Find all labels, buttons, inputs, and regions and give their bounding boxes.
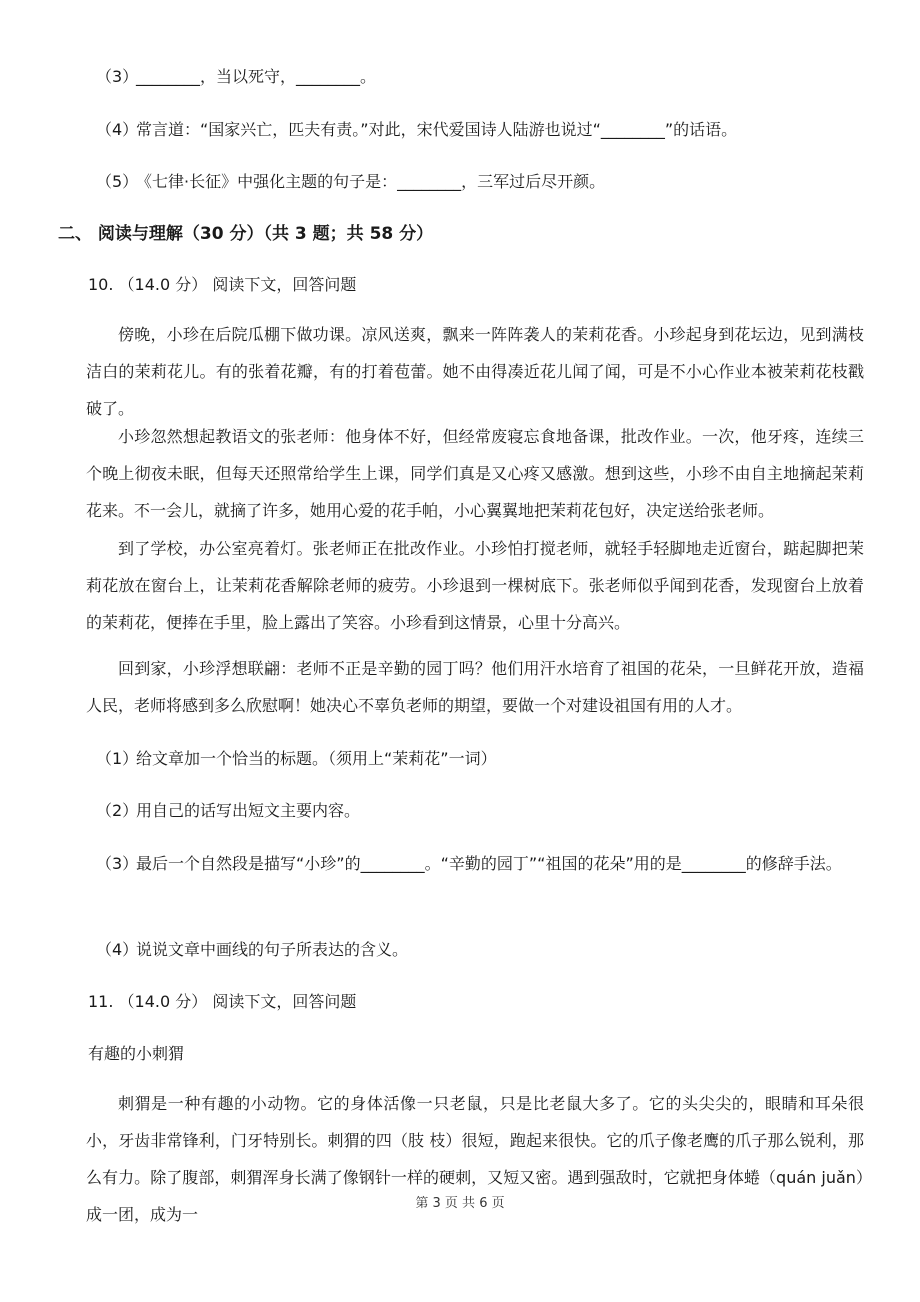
q10-paragraph-2: 小珍忽然想起教语文的张老师：他身体不好，但经常废寝忘食地备课，批改作业。一次，他牙疼，连续三个晚上彻夜未眠，但每天还照常给学生上课，同学们真是又心疼又感激。想到这些，小珍不由自主地摘起茉莉花来。不一会儿，就摘了许多，她用心爱的花手帕，小心翼翼地把茉莉花包好，决定送给张老师。 (86, 427, 864, 520)
question-text: 说说文章中画线的句子所表达的含义。 (136, 940, 409, 959)
q10-subquestion-2 (96, 798, 360, 821)
q10-subquestion-1 (96, 746, 497, 769)
question-11-header: 11. （14.0 分） 阅读下文，回答问题 (88, 992, 357, 1011)
q10-paragraph-1: 傍晚，小珍在后院瓜棚下做功课。凉风送爽，飘来一阵阵袭人的茉莉花香。小珍起身到花坛边，见到满枝洁白的茉莉花儿。有的张着花瓣，有的打着苞蕾。她不由得凑近花儿闻了闻，可是不小心作业本被茉莉花枝戳破了。 (86, 325, 864, 418)
fill-in-q4 (96, 117, 737, 140)
question-text: 常言道：“国家兴亡，匹夫有责。”对此，宋代爱国诗人陆游也说过“________”的话语。 (136, 120, 738, 139)
question-text: 用自己的话写出短文主要内容。 (136, 801, 361, 820)
question-number: （3） (96, 67, 139, 86)
question-number: （4） (96, 120, 139, 139)
q10-subquestion-4 (96, 937, 408, 960)
q10-subquestion-3 (96, 845, 864, 882)
question-text: 《七律·长征》中强化主题的句子是：________，三军过后尽开颜。 (136, 172, 606, 191)
section-heading: 二、 阅读与理解（30 分）（共 3 题；共 58 分） (58, 224, 434, 244)
q10-paragraph-4: 回到家，小珍浮想联翩：老师不正是辛勤的园丁吗？他们用汗水培育了祖国的花朵，一旦鲜花开放，造福人民，老师将感到多么欣慰啊！她决心不辜负老师的期望，要做一个对建设祖国有用的人才。 (86, 659, 864, 715)
q11-paragraph-1: 刺猬是一种有趣的小动物。它的身体活像一只老鼠，只是比老鼠大多了。它的头尖尖的，眼睛和耳朵很小，牙齿非常锋利，门牙特别长。刺猬的四（肢 枝）很短，跑起来很快。它的爪子像老鹰的爪子那么锐利，那么有力。除了腹部，刺猬浑身长满了像钢针一样的硬刺，又短又密。遇到强敌时，它就把身体蜷（quán juǎn）成一团，成为一 (86, 1094, 864, 1224)
question-number: （2） (96, 801, 139, 820)
fill-in-q3 (96, 64, 376, 87)
question-number: （1） (96, 749, 139, 768)
page-footer: 第 3 页 共 6 页 (415, 1196, 505, 1211)
question-number: （3） (96, 854, 139, 873)
question-text: ________，当以死守，________。 (136, 67, 377, 86)
question-text: 给文章加一个恰当的标题。（须用上“茉莉花”一词） (136, 749, 497, 768)
fill-in-q5 (96, 169, 605, 192)
question-number: （4） (96, 940, 139, 959)
question-10-header: 10. （14.0 分） 阅读下文，回答问题 (88, 275, 357, 294)
question-number: （5） (96, 172, 139, 191)
question-text: 最后一个自然段是描写“小珍”的________。“辛勤的园丁”“祖国的花朵”用的是________的修辞手法。 (136, 854, 842, 873)
passage-title: 有趣的小刺猬 (88, 1044, 185, 1063)
q10-paragraph-3: 到了学校，办公室亮着灯。张老师正在批改作业。小珍怕打搅老师，就轻手轻脚地走近窗台，踮起脚把茉莉花放在窗台上，让茉莉花香解除老师的疲劳。小珍退到一棵树底下。张老师似乎闻到花香，发现窗台上放着的茉莉花，便捧在手里，脸上露出了笑容。小珍看到这情景，心里十分高兴。 (86, 539, 864, 632)
